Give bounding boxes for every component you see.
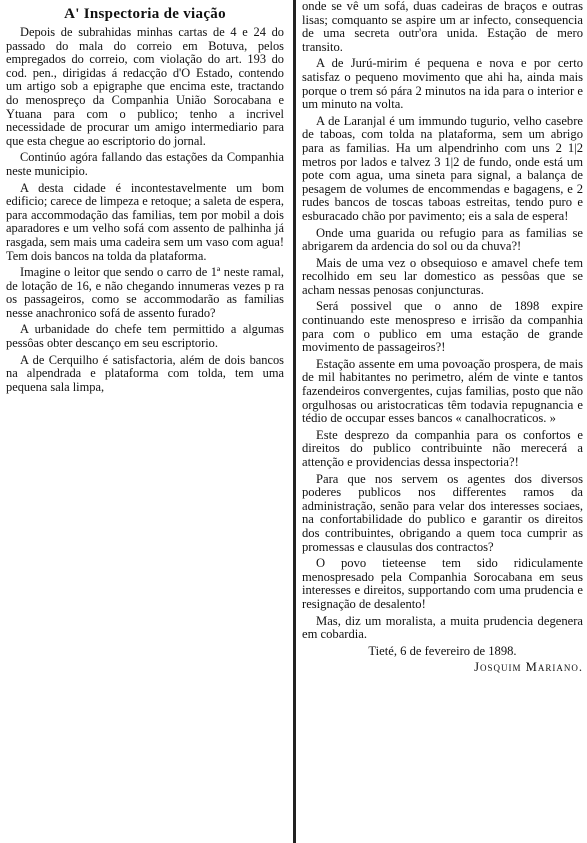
paragraph: Para que nos servem os agentes dos diversos poderes publicos nos differentes ramos da administração, senão para velar dos interesses sociaes, na confortabilidade do publico e garantir os direitos dos contribuintes, obrigando a quem toca cumprir as promessas e clausulas dos contractos?	[302, 471, 583, 554]
paragraph: A urbanidade do chefe tem permittido a algumas pessôas obter descanço em seu escriptorio.	[6, 322, 284, 351]
right-column	[298, 0, 587, 678]
paragraph: Imagine o leitor que sendo o carro de 1ª neste ramal, de lotação de 16, e não chegando innumeras vezes p ra os passageiros, como se accommodarão as familias nesse anachronico sofá de assento furado?	[6, 265, 284, 320]
left-column	[0, 0, 292, 397]
paragraph: O povo tieteense tem sido ridiculamente menospresado pela Companhia Sorocabana em seus interesses e direitos, supportando com uma prudencia e resignação de desalento!	[302, 556, 583, 611]
paragraph: A de Laranjal é um immundo tugurio, velho casebre de taboas, com tolda na plataforma, sem um abrigo para as familias. Ha um alpendrinho com uns 2 1|2 metros por lados e talvez 3 1|2 de fundo, onde está um pote com agua, uma sineta para signal, a balança de pesagem de volumes de encommendas e bagagens, e 2 rudes bancos de toscas taboas estreitas, tendo puro e esburacado chão por pavimento; eis a sala de espera!	[302, 113, 583, 223]
column-divider	[293, 0, 296, 843]
paragraph: Este desprezo da companhia para os confortos e direitos do publico contribuinte não merecerá a attenção e providencias dessa inspectoria?!	[302, 427, 583, 469]
paragraph: Continúo agóra fallando das estações da Companhia neste municipio.	[6, 150, 284, 178]
paragraph: Mais de uma vez o obsequioso e amavel chefe tem recolhido em seu lar domestico as pessôas que se acham nessas penosas conjuncturas.	[302, 255, 583, 297]
paragraph: A de Jurú-mirim é pequena e nova e por certo satisfaz o pequeno movimento que ahi ha, ainda mais porque o trem só pára 2 minutos na ida para o interior e um minuto na volta.	[302, 56, 583, 112]
dateline: Tieté, 6 de fevereiro de 1898.	[368, 643, 517, 658]
author-signature: Josquim Mariano.	[474, 660, 583, 675]
paragraph: Onde uma guarida ou refugio para as familias se abrigarem da ardencia do sol ou da chuva?!	[302, 225, 583, 254]
paragraph: Será possivel que o anno de 1898 expire continuando este menospreso e irrisão da companhia para com o publico em uma estação de grande movimento de passageiros?!	[302, 299, 583, 355]
paragraph: Mas, diz um moralista, a muita prudencia degenera em cobardia.	[302, 613, 583, 642]
paragraph: onde se vê um sofá, duas cadeiras de braços e outras lisas; comquanto se aspire um ar infecto, consequencia de uma secreta outr'ora unida. Estação de mero transito.	[302, 0, 583, 54]
article-title: A' Inspectoria de viação	[64, 6, 226, 22]
paragraph: A desta cidade é incontestavelmente um bom edificio; carece de limpeza e retoque; a saleta de espera, para accommodação das familias, tem por mobil a dois aparadores e um velho sofá com assento de palhinha já rasgada, sem mais uma cadeira sem um vaso com agua! Tem dois bancos na tolda da plataforma.	[6, 180, 284, 263]
paragraph: Estação assente em uma povoação prospera, de mais de mil habitantes no perimetro, além de vinte e tantos fazendeiros convergentes, cujas familias, posto que não orgulhosas ou aristocraticas têm todavia repugnancia e tédio de occupar esses bancos « canalhocraticos. »	[302, 356, 583, 426]
paragraph: Depois de subrahidas minhas cartas de 4 e 24 do passado do mala do correio em Botuva, pelos empregados do correio, com violação do art. 193 do cod. pen., dirigidas á redacção d'O Estado, contendo um artigo sob a epigraphe que encima este, tractando do menospreço da Companhia União Sorocabana e Ytuana para com o publico; tenho a incrivel necessidade de procurar um amigo intermediario para que esta chegue ao escriptorio do jornal.	[6, 25, 284, 148]
paragraph: A de Cerquilho é satisfactoria, além de dois bancos na alpendrada e plataforma com tolda, tem uma pequena sala limpa,	[6, 352, 284, 394]
